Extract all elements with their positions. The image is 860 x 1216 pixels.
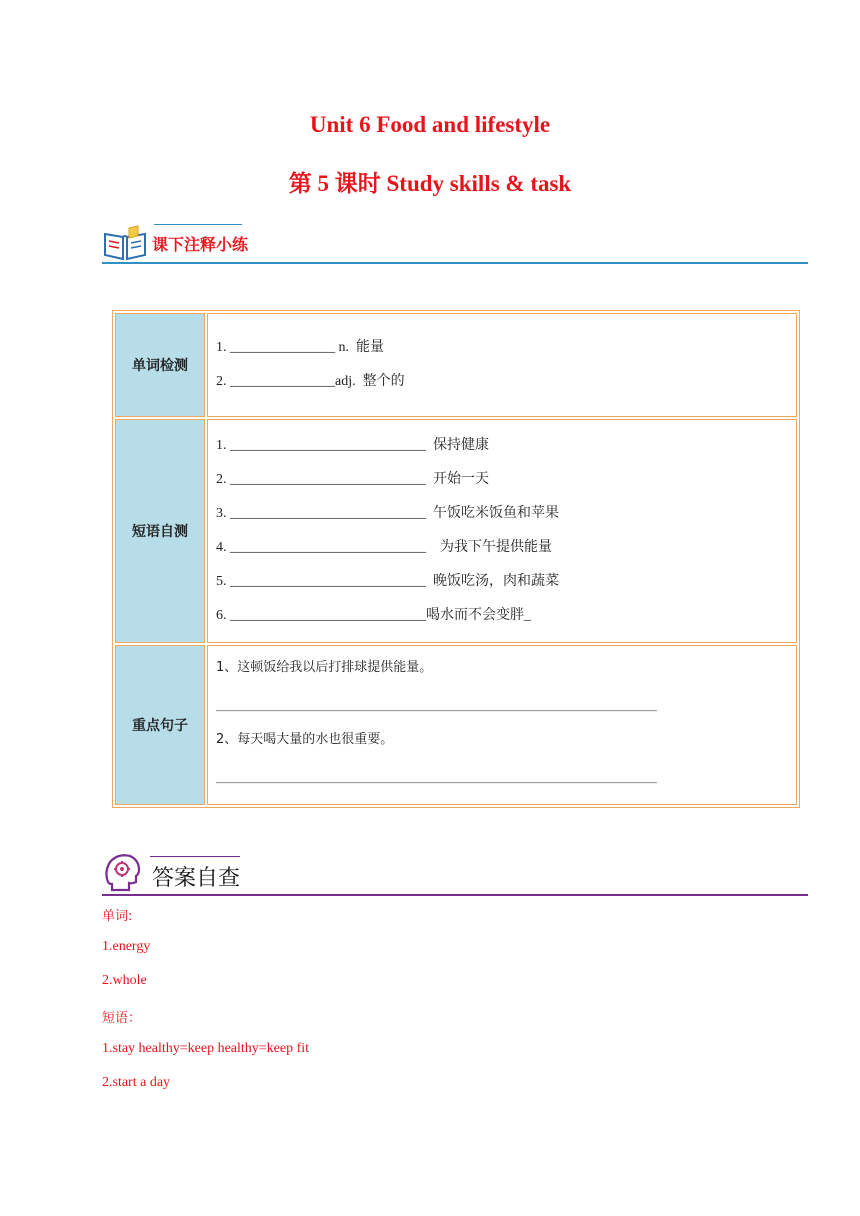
phrase-item: 4. ____________________________ 为我下午提供能量 <box>216 540 552 555</box>
phrase-item: 3. ____________________________ 午饭吃米饭鱼和苹果 <box>216 506 559 521</box>
sentence-blank: _______________________________________________________________ <box>216 696 657 712</box>
phrase-item: 2. ____________________________ 开始一天 <box>216 472 489 487</box>
phrase-item: 5. ____________________________ 晚饭吃汤，肉和蔬菜 <box>216 574 559 589</box>
word-item: 2. _______________adj. 整个的 <box>216 374 405 389</box>
section-label: 答案自查 <box>152 866 241 891</box>
table-row <box>115 419 797 643</box>
row-label: 短语自测 <box>115 419 205 643</box>
phrase-item: 1. ____________________________ 保持健康 <box>216 438 489 453</box>
sentence-prompt: 2、每天喝大量的水也很重要。 <box>216 732 394 747</box>
page-title: Unit 6 Food and lifestyle <box>309 112 551 137</box>
phrase-item: 6. ____________________________喝水而不会变胖_ <box>216 608 531 623</box>
word-item: 1. _______________ n. 能量 <box>216 340 384 355</box>
book-icon <box>102 224 148 262</box>
answer-line: 2.whole <box>102 973 147 988</box>
sentence-blank: _______________________________________________________________ <box>216 768 657 784</box>
brain-icon <box>102 852 142 894</box>
sentence-prompt: 1、这顿饭给我以后打排球提供能量。 <box>216 660 433 675</box>
answer-line: 单词: <box>102 909 133 924</box>
section-header-exercises <box>102 220 808 266</box>
answer-line: 1.stay healthy=keep healthy=keep fit <box>102 1041 310 1056</box>
table-row <box>115 645 797 805</box>
answer-line: 2.start a day <box>102 1075 171 1090</box>
row-label: 重点句子 <box>115 645 205 805</box>
exercise-table <box>112 310 800 808</box>
answer-line: 短语： <box>102 1011 142 1026</box>
row-label: 单词检测 <box>115 313 205 417</box>
section-label: 课下注释小练 <box>152 235 249 254</box>
answer-line: 1.energy <box>102 939 151 954</box>
page-subtitle: 第 5 课时 Study skills & task <box>288 171 572 196</box>
table-row <box>115 313 797 417</box>
section-header-answers <box>102 850 808 898</box>
